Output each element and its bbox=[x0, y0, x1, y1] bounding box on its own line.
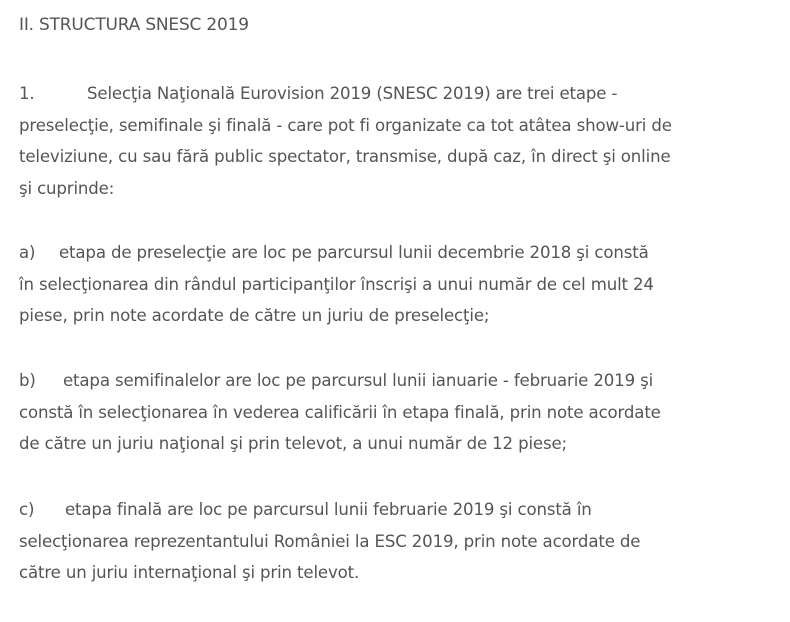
paragraph-a bbox=[19, 237, 654, 332]
paragraph-line bbox=[19, 78, 672, 110]
paragraph-marker: c) bbox=[19, 500, 35, 519]
paragraph-text: etapa de preselecţie are loc pe parcursul lunii decembrie 2018 şi constă bbox=[59, 243, 649, 262]
paragraph-line: piese, prin note acordate de către un juriu de preselecţie; bbox=[19, 306, 490, 325]
paragraph-line: către un juriu internaţional şi prin televot. bbox=[19, 563, 360, 582]
paragraph-line: preselecţie, semifinale şi finală - care pot fi organizate ca tot atâtea show-uri de bbox=[19, 115, 672, 135]
paragraph-b bbox=[19, 365, 661, 460]
section-heading: II. STRUCTURA SNESC 2019 bbox=[19, 15, 249, 35]
paragraph-marker: 1. bbox=[19, 84, 35, 103]
paragraph-line: de către un juriu naţional şi prin televot, a unui număr de 12 piese; bbox=[19, 434, 567, 453]
paragraph-marker: b) bbox=[19, 371, 36, 390]
paragraph-line bbox=[19, 494, 640, 526]
paragraph-1 bbox=[19, 78, 672, 204]
paragraph-line: selecţionarea reprezentantului României la ESC 2019, prin note acordate de bbox=[19, 531, 641, 551]
paragraph-text: etapa semifinalelor are loc pe parcursul lunii ianuarie - februarie 2019 şi bbox=[63, 371, 654, 390]
paragraph-c bbox=[19, 494, 640, 589]
paragraph-line: televiziune, cu sau fără public spectator, transmise, după caz, în direct şi online bbox=[19, 147, 671, 166]
paragraph-line: constă în selecţionarea în vederea calificării în etapa finală, prin note acordate bbox=[19, 402, 661, 422]
paragraph-line bbox=[19, 237, 654, 269]
paragraph-text: etapa finală are loc pe parcursul lunii februarie 2019 şi constă în bbox=[65, 500, 592, 519]
paragraph-text: Selecţia Naţională Eurovision 2019 (SNESC 2019) are trei etape - bbox=[87, 84, 618, 103]
paragraph-marker: a) bbox=[19, 243, 36, 262]
paragraph-line bbox=[19, 365, 661, 397]
paragraph-line: şi cuprinde: bbox=[19, 178, 115, 198]
paragraph-line: în selecţionarea din rândul participanţilor înscrişi a unui număr de cel mult 24 bbox=[19, 274, 654, 294]
